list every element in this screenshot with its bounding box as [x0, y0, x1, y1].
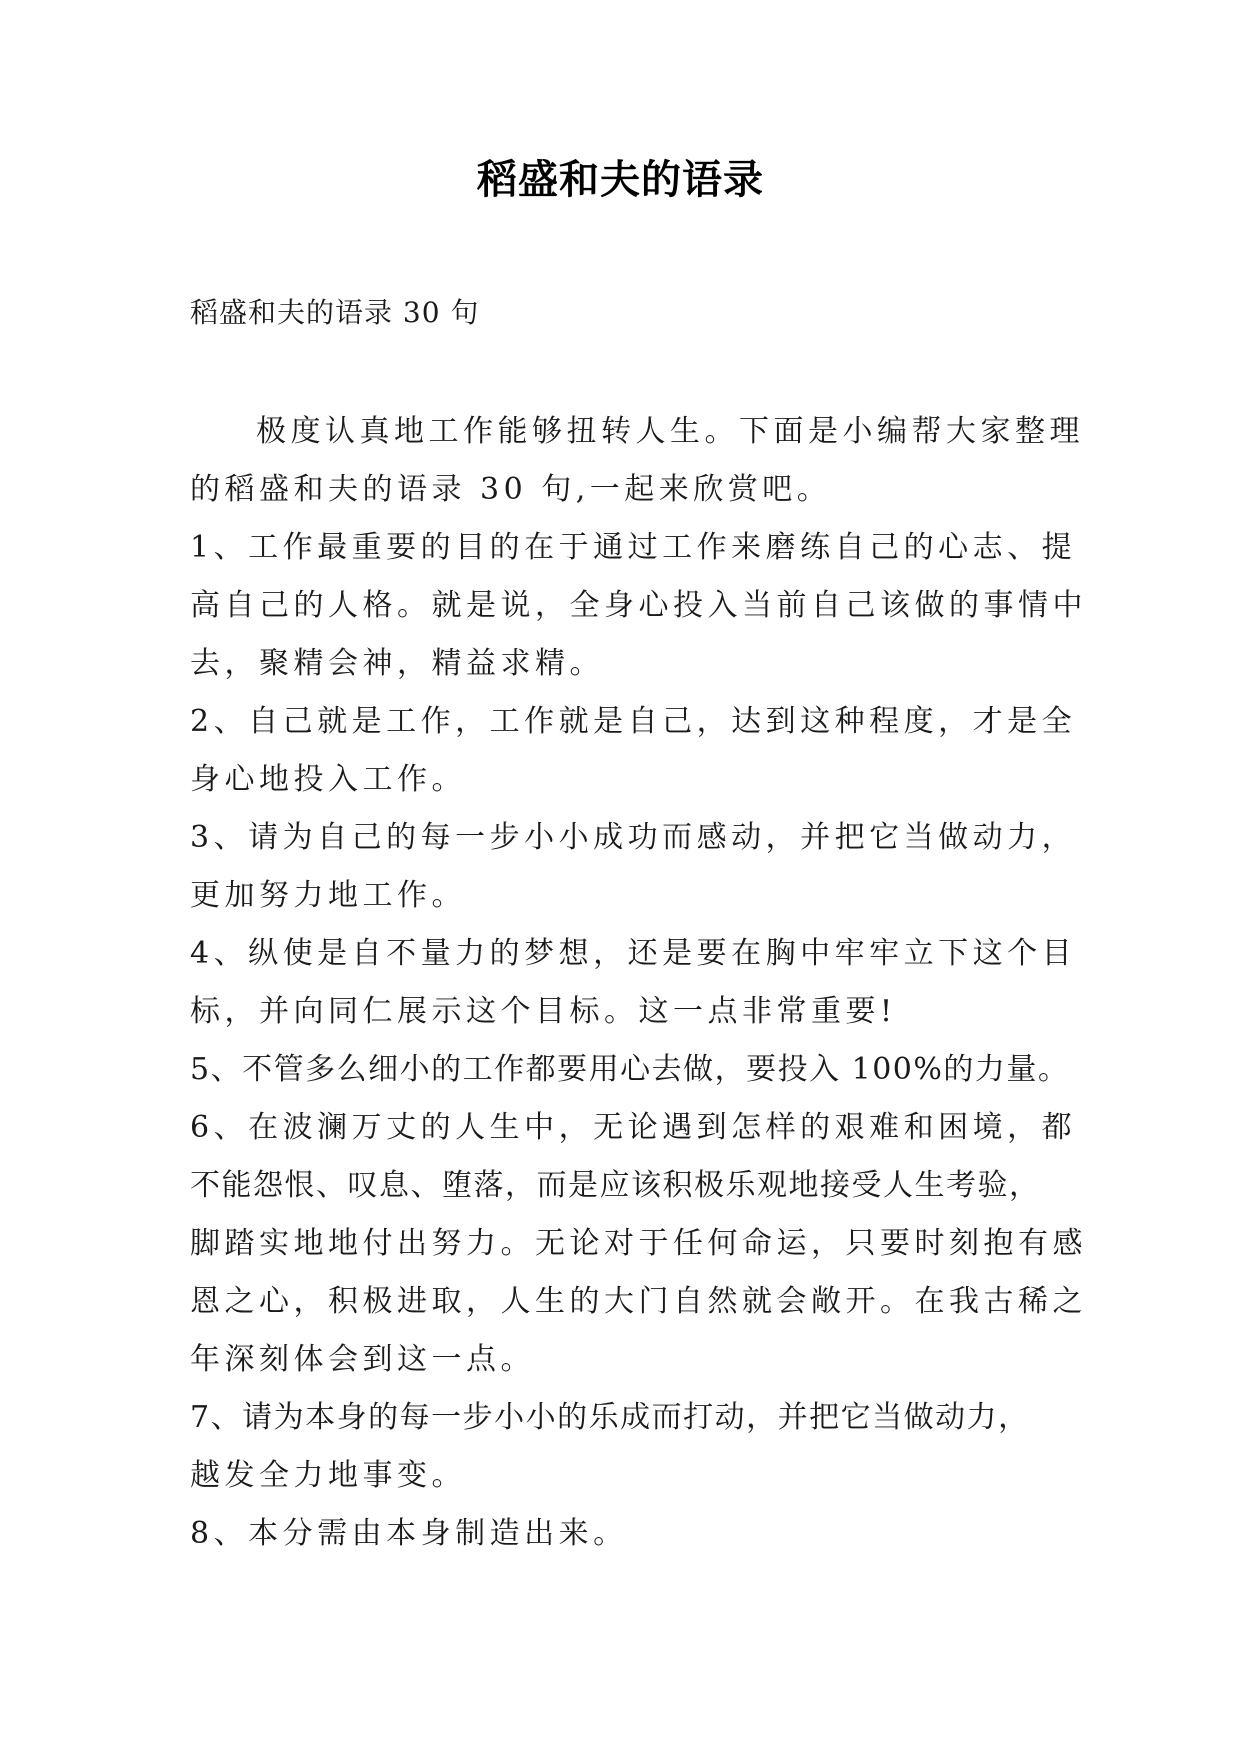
text-line: 5、不管多么细小的工作都要用心去做，要投入 100%的力量。 [190, 1052, 1070, 1087]
text-line: 8、本分需由本身制造出来。 [190, 1516, 628, 1551]
text-line: 4、纵使是自不量力的梦想，还是要在胸中牢牢立下这个目 [190, 936, 1077, 971]
text-line: 1、工作最重要的目的在于通过工作来磨练自己的心志、提 [190, 530, 1077, 565]
document-body [190, 403, 1087, 1563]
text-line: 去，聚精会神，精益求精。 [190, 646, 604, 681]
text-line: 标，并向同仁展示这个目标。这一点非常重要! [190, 994, 897, 1029]
text-line: 3、请为自己的每一步小小成功而感动，并把它当做动力， [190, 820, 1077, 855]
text-line: 身心地投入工作。 [190, 762, 466, 797]
document-title: 稻盛和夫的语录 [477, 156, 764, 203]
text-line: 脚踏实地地付出努力。无论对于任何命运，只要时刻抱有感 [190, 1226, 1087, 1261]
text-line: 恩之心，积极进取，人生的大门自然就会敞开。在我古稀之 [190, 1284, 1087, 1319]
document-subtitle: 稻盛和夫的语录 30 句 [190, 296, 480, 329]
text-line: 年深刻体会到这一点。 [190, 1342, 535, 1377]
text-line: 不能怨恨、叹息、堕落，而是应该积极乐观地接受人生考验， [190, 1168, 1041, 1203]
text-line: 的稻盛和夫的语录 30 句,一起来欣赏吧。 [190, 472, 832, 507]
text-line: 高自己的人格。就是说，全身心投入当前自己该做的事情中 [190, 588, 1087, 623]
text-line: 越发全力地事变。 [190, 1458, 466, 1493]
text-line: 更加努力地工作。 [190, 878, 466, 913]
text-line: 7、请为本身的每一步小小的乐成而打动，并把它当做动力， [190, 1400, 1030, 1435]
text-line: 极度认真地工作能够扭转人生。下面是小编帮大家整理 [256, 414, 1084, 449]
text-line: 6、在波澜万丈的人生中，无论遇到怎样的艰难和困境，都 [190, 1110, 1077, 1145]
text-line: 2、自己就是工作，工作就是自己，达到这种程度，才是全 [190, 704, 1077, 739]
